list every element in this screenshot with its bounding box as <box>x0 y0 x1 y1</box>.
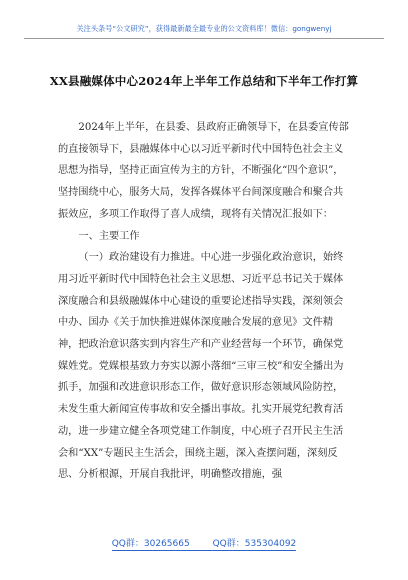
section-heading-main-work: 一、主要工作 <box>78 230 140 242</box>
document-title: XX县融媒体中心2024年上半年工作总结和下半年工作打算 <box>49 74 359 88</box>
subsection-political-construction: （一）政治建设有力推进。中心进一步强化政治意识，始终用习近平新时代中国特色社会主义思想、习近平总书记关于媒体深度融合和县级融媒体中心建设的重要论述指导实践，深刻领会中办、国办《关于加快推进媒体深度融合发展的意见》文件精神，把政治意识落实到内容生产和产业经营每一个环节，确保党媒姓党。党媒根基致力夯实以源小落细“三审三校”和安全播出为抓手，加强和改进意识形态工作，做好意识形态领域风险防控，未发生重大新闻宣传事故和安全播出事故。扎实开展党纪教育活动，进一步建立健全各项党建工作制度，中心班子召开民主生活会和“XX”专题民主生活会，围绕主题，深入查摆问题，深刻反思、分析根源，开展自我批评，明确整改措施，强 <box>58 252 344 481</box>
footer-qq-group-2: QQ群：535304092 <box>212 539 297 549</box>
footer-underline <box>112 550 296 551</box>
footer-qq-groups <box>0 536 408 549</box>
intro-paragraph: 2024年上半年，在县委、县政府正确领导下，在县委宣传部的直接领导下，县融媒体中心以习近平新时代中国特色社会主义思想为指导，坚持正面宣传为主的方针，不断强化“四个意识”，坚持围绕中心，服务大局，发挥各媒体平台间深度融合和聚合共振效应，多项工作取得了喜人成绩，现将有关情况汇报如下： <box>58 122 349 220</box>
header-promo-note: 关注头条号“公文研究”，获得最新最全最专业的公文资料库！微信：gongwenyj <box>76 24 332 33</box>
footer-qq-group-1: QQ群：30265665 <box>111 539 190 549</box>
header-divider <box>24 38 384 39</box>
document-body <box>58 117 350 486</box>
